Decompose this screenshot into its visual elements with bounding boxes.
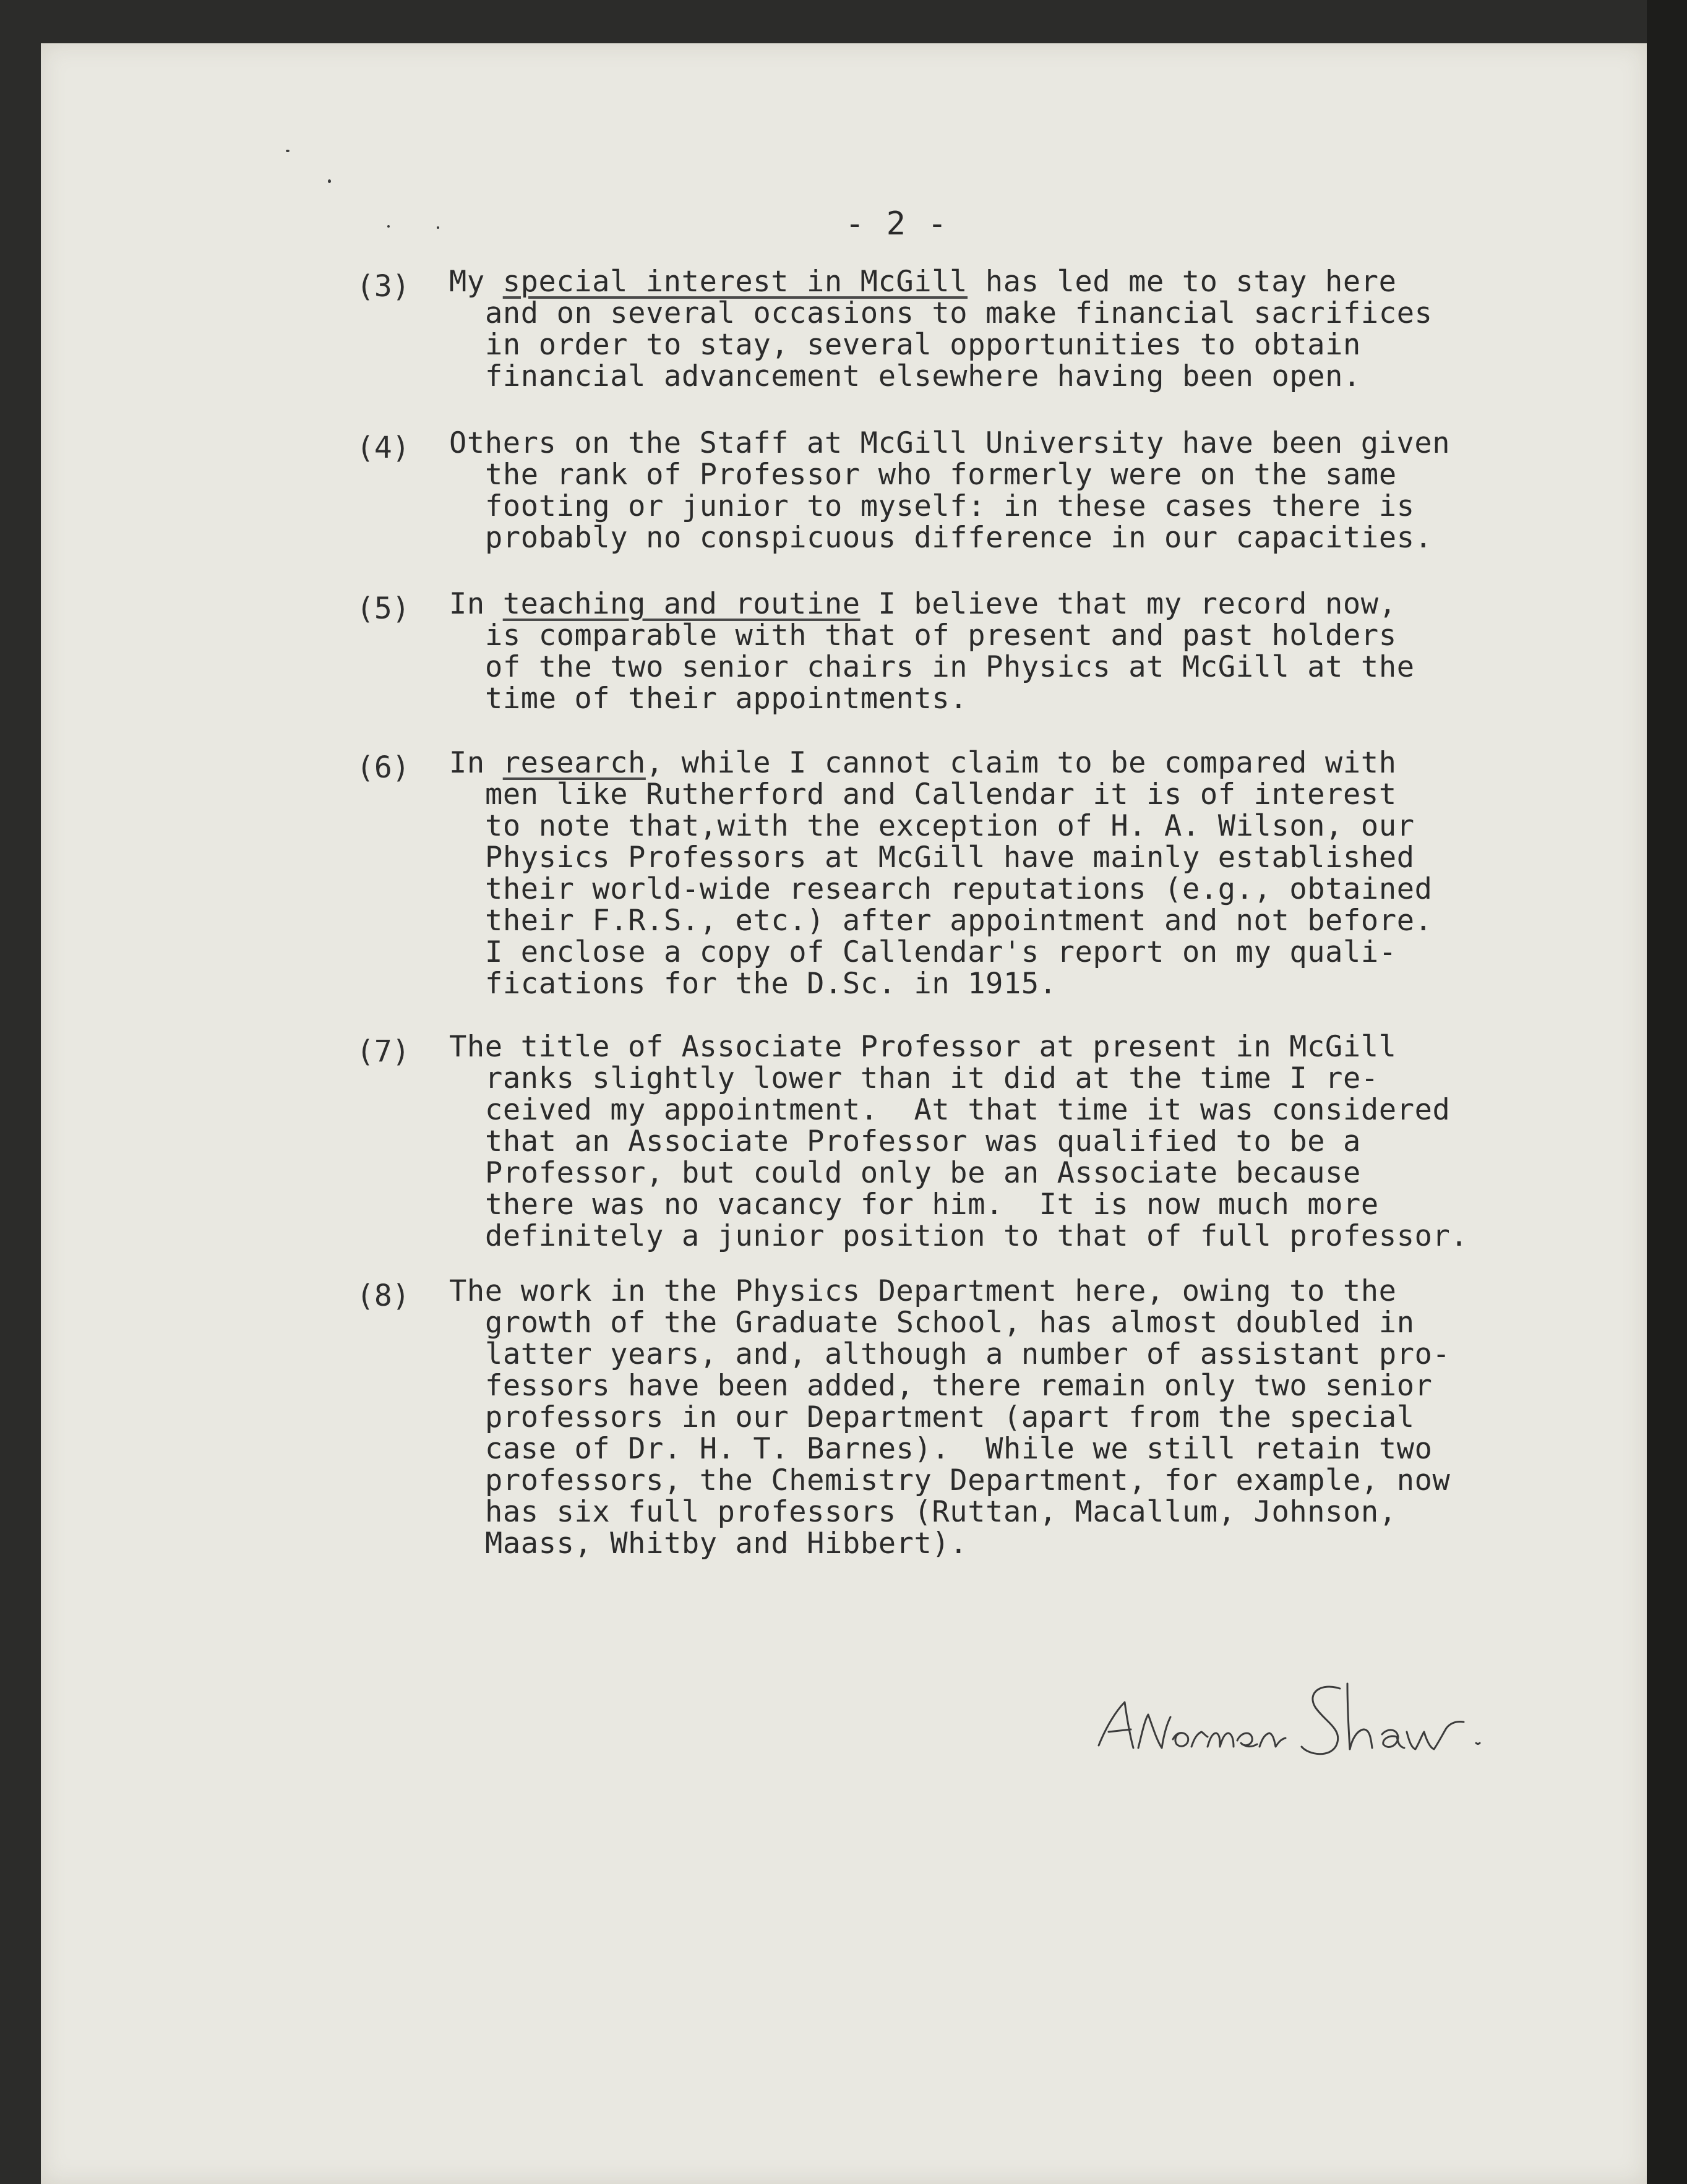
text-segment: Others on the Staff at McGill University have been given	[449, 426, 1451, 460]
text-segment: men like Rutherford and Callendar it is of interest	[485, 777, 1397, 812]
text-segment: latter years, and, although a number of assistant pro-	[485, 1337, 1451, 1371]
text-line	[485, 1062, 1379, 1095]
text-line	[449, 1275, 1397, 1308]
text-segment: fessors have been added, there remain only two senior	[485, 1369, 1433, 1403]
text-segment: of the two senior chairs in Physics at McGill at the	[485, 650, 1415, 684]
item-number: (3)	[356, 269, 410, 304]
paper-speck	[387, 225, 390, 228]
text-segment: in order to stay, several opportunities to obtain	[485, 328, 1361, 362]
text-segment: In	[449, 746, 503, 780]
text-line	[485, 873, 1433, 906]
text-line	[485, 1527, 968, 1561]
text-segment: ceived my appointment. At that time it was considered	[485, 1093, 1451, 1127]
text-line	[485, 458, 1397, 492]
text-segment: has led me to stay here	[968, 265, 1397, 299]
text-line	[485, 1125, 1361, 1158]
text-line	[485, 1188, 1379, 1222]
frame-edge	[1647, 0, 1687, 2184]
text-segment: there was no vacancy for him. It is now much more	[485, 1188, 1379, 1222]
text-line	[485, 1464, 1450, 1497]
text-segment: The title of Associate Professor at present in McGill	[449, 1030, 1397, 1064]
text-segment: growth of the Graduate School, has almost doubled in	[485, 1306, 1415, 1340]
text-line	[485, 651, 1415, 684]
text-segment: In	[449, 587, 503, 621]
text-line	[485, 1338, 1450, 1371]
text-segment: has six full professors (Ruttan, Macallum, Johnson,	[485, 1495, 1397, 1529]
text-segment: Physics Professors at McGill have mainly established	[485, 841, 1415, 875]
text-segment: financial advancement elsewhere having been open.	[485, 359, 1361, 393]
text-line	[485, 841, 1415, 875]
text-line	[449, 588, 1397, 621]
text-line	[485, 1094, 1450, 1127]
underlined-phrase: special interest in McGill	[502, 265, 968, 299]
text-line	[485, 1432, 1433, 1466]
item-number: (5)	[356, 591, 410, 626]
text-segment: and on several occasions to make financial sacrifices	[485, 296, 1433, 330]
text-line	[485, 967, 1057, 1001]
text-line	[485, 1306, 1415, 1340]
paper-speck	[286, 150, 290, 152]
text-segment: , while I cannot claim to be compared with	[645, 746, 1397, 780]
text-line	[485, 1496, 1397, 1529]
text-segment: time of their appointments.	[485, 682, 968, 716]
page-number: - 2 -	[845, 205, 948, 242]
text-line	[485, 490, 1415, 523]
document-page	[41, 43, 1647, 2184]
text-segment: ranks slightly lower than it did at the time I re-	[485, 1061, 1379, 1095]
text-segment: Maass, Whitby and Hibbert).	[485, 1527, 968, 1561]
text-line	[449, 747, 1397, 780]
text-segment: My	[449, 265, 503, 299]
item-number: (4)	[356, 430, 410, 465]
text-segment: I believe that my record now,	[860, 587, 1397, 621]
text-line	[485, 1369, 1433, 1403]
text-segment: Professor, but could only be an Associate because	[485, 1156, 1361, 1190]
text-segment: definitely a junior position to that of full professor.	[485, 1219, 1469, 1253]
text-segment: case of Dr. H. T. Barnes). While we still retain two	[485, 1432, 1433, 1466]
text-line	[485, 1220, 1468, 1253]
text-line	[449, 427, 1450, 460]
text-line	[485, 904, 1433, 938]
text-line	[485, 328, 1361, 362]
text-line	[485, 619, 1397, 653]
text-segment: I enclose a copy of Callendar's report on my quali-	[485, 935, 1397, 969]
text-segment: professors in our Department (apart from the special	[485, 1400, 1415, 1434]
handwritten-signature	[1092, 1670, 1563, 1769]
item-number: (7)	[356, 1034, 410, 1069]
text-segment: their world-wide research reputations (e.g., obtained	[485, 872, 1433, 906]
text-line	[485, 682, 968, 716]
text-segment: probably no conspicuous difference in our capacities.	[485, 521, 1433, 555]
text-line	[485, 521, 1433, 555]
underlined-phrase: teaching and routine	[502, 587, 861, 621]
text-line	[485, 1157, 1361, 1190]
text-line	[485, 297, 1433, 330]
text-line	[449, 265, 1397, 299]
text-segment: to note that,with the exception of H. A. Wilson, our	[485, 809, 1415, 843]
paper-speck	[437, 226, 439, 229]
text-segment: fications for the D.Sc. in 1915.	[485, 967, 1057, 1001]
item-number: (6)	[356, 750, 410, 785]
text-line	[485, 810, 1415, 843]
text-line	[485, 360, 1361, 393]
text-segment: the rank of Professor who formerly were on the same	[485, 458, 1397, 492]
underlined-phrase: research	[502, 746, 646, 780]
paper-speck	[328, 179, 331, 183]
item-number: (8)	[356, 1278, 410, 1313]
text-segment: their F.R.S., etc.) after appointment and not before.	[485, 904, 1433, 938]
text-segment: footing or junior to myself: in these cases there is	[485, 489, 1415, 523]
text-line	[449, 1030, 1397, 1064]
text-segment: professors, the Chemistry Department, for example, now	[485, 1463, 1451, 1497]
text-segment: The work in the Physics Department here, owing to the	[449, 1274, 1397, 1308]
text-segment: that an Associate Professor was qualified to be a	[485, 1124, 1361, 1158]
text-segment: is comparable with that of present and past holders	[485, 619, 1397, 653]
text-line	[485, 936, 1397, 969]
text-line	[485, 1401, 1415, 1434]
text-line	[485, 778, 1397, 812]
